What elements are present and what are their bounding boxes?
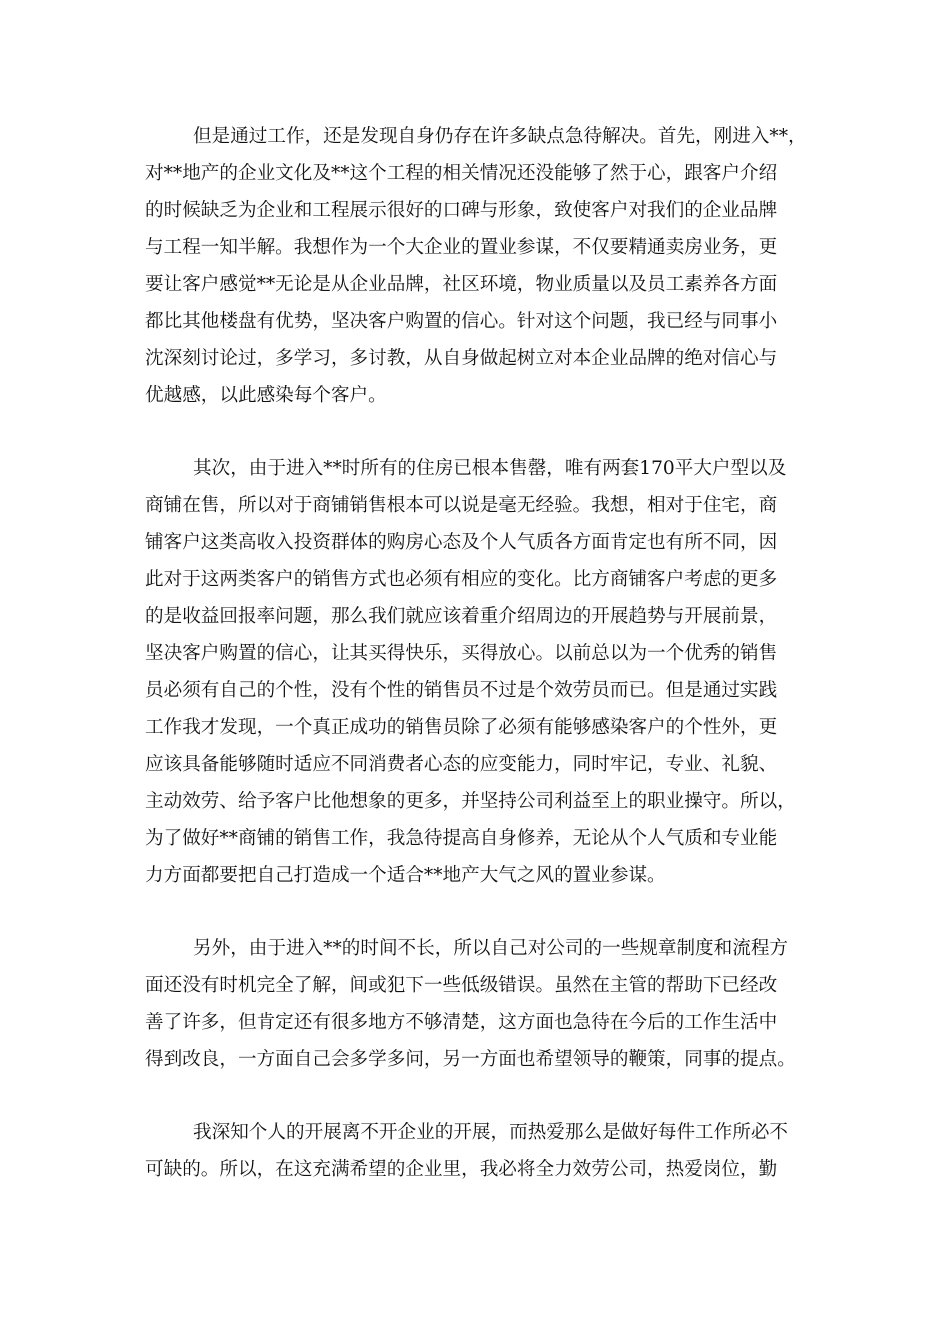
paragraph-line: 面还没有时机完全了解，间或犯下一些低级错误。虽然在主管的帮助下已经改 xyxy=(145,975,778,996)
paragraph-4 xyxy=(145,1114,810,1188)
paragraph-line: 对**地产的企业文化及**这个工程的相关情况还没能够了然于心，跟客户介绍 xyxy=(145,163,778,184)
paragraph-line: 坚决客户购置的信心，让其买得快乐，买得放心。以前总以为一个优秀的销售 xyxy=(145,643,778,664)
paragraph-line: 但是通过工作，还是发现自身仍存在许多缺点急待解决。首先，刚进入**， xyxy=(193,126,807,147)
paragraph-line: 应该具备能够随时适应不同消费者心态的应变能力，同时牢记，专业、礼貌、 xyxy=(145,754,778,775)
paragraph-line: 优越感，以此感染每个客户。 xyxy=(145,385,387,406)
paragraph-line: 力方面都要把自己打造成一个适合**地产大气之风的置业参谋。 xyxy=(145,865,666,886)
paragraph-line: 善了许多，但肯定还有很多地方不够清楚，这方面也急待在今后的工作生活中 xyxy=(145,1012,778,1033)
paragraph-line: 此对于这两类客户的销售方式也必须有相应的变化。比方商铺客户考虑的更多 xyxy=(145,569,778,590)
paragraph-line: 工作我才发现，一个真正成功的销售员除了必须有能够感染客户的个性外，更 xyxy=(145,717,778,738)
paragraph-line: 与工程一知半解。我想作为一个大企业的置业参谋，不仅要精通卖房业务，更 xyxy=(145,237,778,258)
paragraph-line: 为了做好**商铺的销售工作，我急待提高自身修养，无论从个人气质和专业能 xyxy=(145,828,778,849)
paragraph-line: 其次，由于进入**时所有的住房已根本售罄，唯有两套170平大户型以及 xyxy=(193,458,787,479)
paragraph-line: 铺客户这类高收入投资群体的购房心态及个人气质各方面肯定也有所不同，因 xyxy=(145,532,778,553)
paragraph-line: 员必须有自己的个性，没有个性的销售员不过是个效劳员而已。但是通过实践 xyxy=(145,680,778,701)
paragraph-line: 我深知个人的开展离不开企业的开展，而热爱那么是做好每件工作所必不 xyxy=(193,1122,789,1143)
paragraph-line: 沈深刻讨论过，多学习，多讨教，从自身做起树立对本企业品牌的绝对信心与 xyxy=(145,348,778,369)
paragraph-3 xyxy=(145,930,810,1078)
paragraph-2 xyxy=(145,450,810,894)
paragraph-line: 主动效劳、给予客户比他想象的更多，并坚持公司利益至上的职业操守。所以， xyxy=(145,791,796,812)
paragraph-line: 得到改良，一方面自己会多学多问，另一方面也希望领导的鞭策，同事的提点。 xyxy=(145,1049,796,1070)
paragraph-line: 可缺的。所以，在这充满希望的企业里，我必将全力效劳公司，热爱岗位，勤 xyxy=(145,1159,778,1180)
paragraph-line: 的时候缺乏为企业和工程展示很好的口碑与形象，致使客户对我们的企业品牌 xyxy=(145,200,778,221)
document-body xyxy=(145,118,810,1224)
paragraph-line: 都比其他楼盘有优势，坚决客户购置的信心。针对这个问题，我已经与同事小 xyxy=(145,311,778,332)
paragraph-line: 另外，由于进入**的时间不长，所以自己对公司的一些规章制度和流程方 xyxy=(193,938,789,959)
paragraph-line: 要让客户感觉**无论是从企业品牌，社区环境，物业质量以及员工素养各方面 xyxy=(145,274,778,295)
paragraph-1 xyxy=(145,118,810,414)
paragraph-line: 商铺在售，所以对于商铺销售根本可以说是毫无经验。我想，相对于住宅，商 xyxy=(145,495,778,516)
paragraph-line: 的是收益回报率问题，那么我们就应该着重介绍周边的开展趋势与开展前景， xyxy=(145,606,778,627)
